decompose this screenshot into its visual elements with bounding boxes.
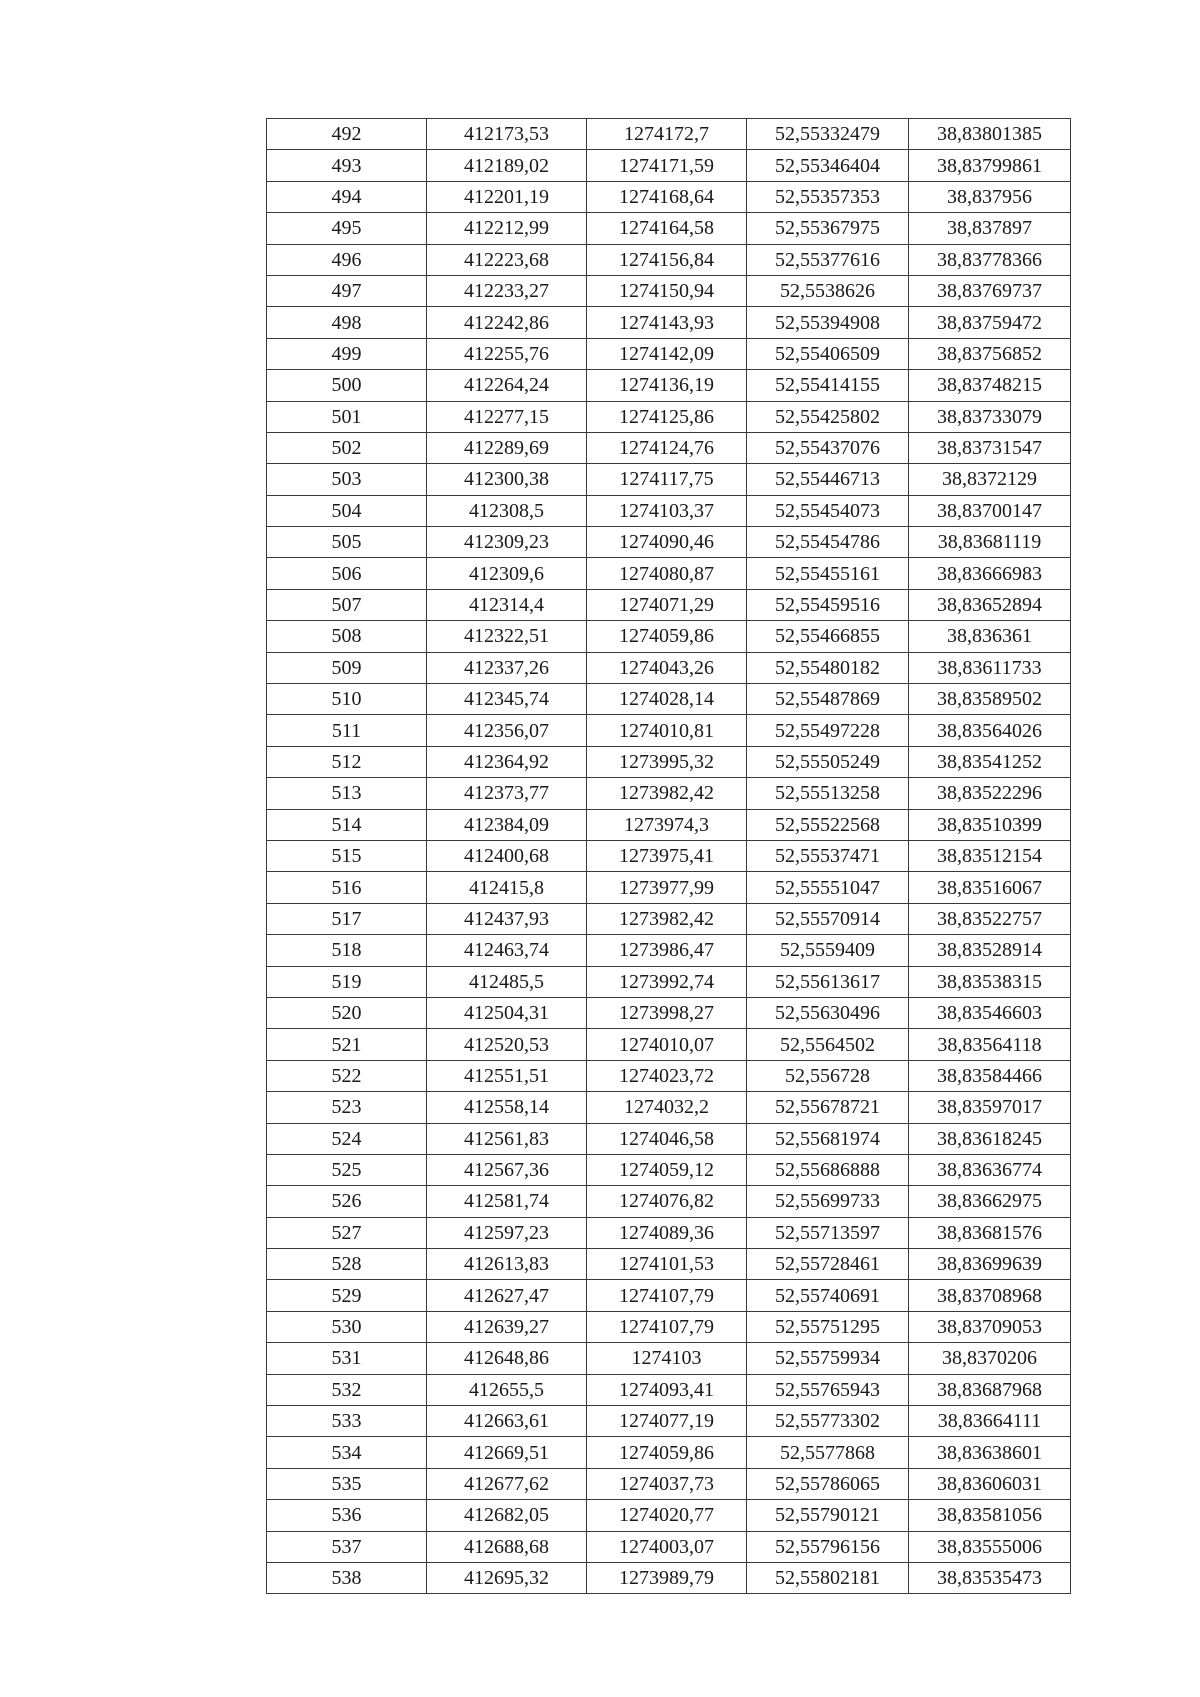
- x-coordinate-cell: 412384,09: [427, 809, 587, 840]
- longitude-cell: 38,83528914: [909, 935, 1071, 966]
- longitude-cell: 38,83778366: [909, 244, 1071, 275]
- y-coordinate-cell: 1274143,93: [587, 307, 747, 338]
- point-number-cell: 508: [267, 621, 427, 652]
- point-number-cell: 497: [267, 275, 427, 306]
- latitude-cell: 52,55480182: [747, 652, 909, 683]
- longitude-cell: 38,836361: [909, 621, 1071, 652]
- x-coordinate-cell: 412356,07: [427, 715, 587, 746]
- longitude-cell: 38,83700147: [909, 495, 1071, 526]
- x-coordinate-cell: 412627,47: [427, 1280, 587, 1311]
- longitude-cell: 38,83652894: [909, 589, 1071, 620]
- point-number-cell: 526: [267, 1186, 427, 1217]
- latitude-cell: 52,55751295: [747, 1311, 909, 1342]
- longitude-cell: 38,83801385: [909, 119, 1071, 150]
- latitude-cell: 52,55357353: [747, 181, 909, 212]
- y-coordinate-cell: 1274125,86: [587, 401, 747, 432]
- point-number-cell: 523: [267, 1092, 427, 1123]
- table-row: [267, 1060, 1071, 1091]
- point-number-cell: 527: [267, 1217, 427, 1248]
- point-number-cell: 514: [267, 809, 427, 840]
- point-number-cell: 520: [267, 997, 427, 1028]
- y-coordinate-cell: 1274171,59: [587, 150, 747, 181]
- x-coordinate-cell: 412463,74: [427, 935, 587, 966]
- latitude-cell: 52,55551047: [747, 872, 909, 903]
- longitude-cell: 38,83581056: [909, 1500, 1071, 1531]
- table-row: [267, 401, 1071, 432]
- table-row: [267, 1562, 1071, 1593]
- table-row: [267, 966, 1071, 997]
- y-coordinate-cell: 1274028,14: [587, 684, 747, 715]
- y-coordinate-cell: 1274032,2: [587, 1092, 747, 1123]
- x-coordinate-cell: 412173,53: [427, 119, 587, 150]
- y-coordinate-cell: 1274037,73: [587, 1468, 747, 1499]
- point-number-cell: 537: [267, 1531, 427, 1562]
- latitude-cell: 52,556728: [747, 1060, 909, 1091]
- point-number-cell: 498: [267, 307, 427, 338]
- longitude-cell: 38,83522296: [909, 778, 1071, 809]
- point-number-cell: 522: [267, 1060, 427, 1091]
- latitude-cell: 52,55414155: [747, 370, 909, 401]
- table-row: [267, 338, 1071, 369]
- table-row: [267, 1154, 1071, 1185]
- y-coordinate-cell: 1273998,27: [587, 997, 747, 1028]
- table-row: [267, 715, 1071, 746]
- table-row: [267, 840, 1071, 871]
- point-number-cell: 531: [267, 1343, 427, 1374]
- latitude-cell: 52,55570914: [747, 903, 909, 934]
- y-coordinate-cell: 1274136,19: [587, 370, 747, 401]
- x-coordinate-cell: 412212,99: [427, 213, 587, 244]
- x-coordinate-cell: 412289,69: [427, 432, 587, 463]
- longitude-cell: 38,83733079: [909, 401, 1071, 432]
- longitude-cell: 38,83564026: [909, 715, 1071, 746]
- y-coordinate-cell: 1274124,76: [587, 432, 747, 463]
- point-number-cell: 509: [267, 652, 427, 683]
- table-row: [267, 1343, 1071, 1374]
- table-row: [267, 652, 1071, 683]
- longitude-cell: 38,83799861: [909, 150, 1071, 181]
- table-row: [267, 997, 1071, 1028]
- y-coordinate-cell: 1274117,75: [587, 464, 747, 495]
- y-coordinate-cell: 1274103,37: [587, 495, 747, 526]
- point-number-cell: 505: [267, 527, 427, 558]
- table-row: [267, 119, 1071, 150]
- latitude-cell: 52,55699733: [747, 1186, 909, 1217]
- table-row: [267, 181, 1071, 212]
- x-coordinate-cell: 412437,93: [427, 903, 587, 934]
- table-row: [267, 213, 1071, 244]
- x-coordinate-cell: 412597,23: [427, 1217, 587, 1248]
- y-coordinate-cell: 1274043,26: [587, 652, 747, 683]
- table-row: [267, 1249, 1071, 1280]
- longitude-cell: 38,83516067: [909, 872, 1071, 903]
- y-coordinate-cell: 1274020,77: [587, 1500, 747, 1531]
- table-row: [267, 1406, 1071, 1437]
- y-coordinate-cell: 1274089,36: [587, 1217, 747, 1248]
- x-coordinate-cell: 412688,68: [427, 1531, 587, 1562]
- y-coordinate-cell: 1274076,82: [587, 1186, 747, 1217]
- longitude-cell: 38,83564118: [909, 1029, 1071, 1060]
- longitude-cell: 38,83756852: [909, 338, 1071, 369]
- x-coordinate-cell: 412485,5: [427, 966, 587, 997]
- point-number-cell: 496: [267, 244, 427, 275]
- longitude-cell: 38,83535473: [909, 1562, 1071, 1593]
- y-coordinate-cell: 1274080,87: [587, 558, 747, 589]
- table-row: [267, 495, 1071, 526]
- table-row: [267, 809, 1071, 840]
- longitude-cell: 38,83681576: [909, 1217, 1071, 1248]
- y-coordinate-cell: 1274172,7: [587, 119, 747, 150]
- y-coordinate-cell: 1274010,07: [587, 1029, 747, 1060]
- x-coordinate-cell: 412322,51: [427, 621, 587, 652]
- x-coordinate-cell: 412314,4: [427, 589, 587, 620]
- y-coordinate-cell: 1274142,09: [587, 338, 747, 369]
- y-coordinate-cell: 1274059,12: [587, 1154, 747, 1185]
- latitude-cell: 52,55455161: [747, 558, 909, 589]
- point-number-cell: 492: [267, 119, 427, 150]
- point-number-cell: 499: [267, 338, 427, 369]
- longitude-cell: 38,83606031: [909, 1468, 1071, 1499]
- longitude-cell: 38,83522757: [909, 903, 1071, 934]
- table-row: [267, 150, 1071, 181]
- latitude-cell: 52,5559409: [747, 935, 909, 966]
- latitude-cell: 52,55332479: [747, 119, 909, 150]
- x-coordinate-cell: 412581,74: [427, 1186, 587, 1217]
- y-coordinate-cell: 1274077,19: [587, 1406, 747, 1437]
- latitude-cell: 52,5538626: [747, 275, 909, 306]
- point-number-cell: 515: [267, 840, 427, 871]
- latitude-cell: 52,55786065: [747, 1468, 909, 1499]
- longitude-cell: 38,83611733: [909, 652, 1071, 683]
- latitude-cell: 52,55513258: [747, 778, 909, 809]
- point-number-cell: 524: [267, 1123, 427, 1154]
- x-coordinate-cell: 412277,15: [427, 401, 587, 432]
- x-coordinate-cell: 412648,86: [427, 1343, 587, 1374]
- point-number-cell: 519: [267, 966, 427, 997]
- table-row: [267, 1311, 1071, 1342]
- y-coordinate-cell: 1274046,58: [587, 1123, 747, 1154]
- x-coordinate-cell: 412613,83: [427, 1249, 587, 1280]
- x-coordinate-cell: 412242,86: [427, 307, 587, 338]
- point-number-cell: 494: [267, 181, 427, 212]
- point-number-cell: 538: [267, 1562, 427, 1593]
- x-coordinate-cell: 412309,6: [427, 558, 587, 589]
- longitude-cell: 38,837956: [909, 181, 1071, 212]
- y-coordinate-cell: 1274071,29: [587, 589, 747, 620]
- table-row: [267, 621, 1071, 652]
- table-row: [267, 432, 1071, 463]
- longitude-cell: 38,83636774: [909, 1154, 1071, 1185]
- point-number-cell: 536: [267, 1500, 427, 1531]
- latitude-cell: 52,55773302: [747, 1406, 909, 1437]
- table-row: [267, 1217, 1071, 1248]
- x-coordinate-cell: 412669,51: [427, 1437, 587, 1468]
- longitude-cell: 38,83638601: [909, 1437, 1071, 1468]
- latitude-cell: 52,55454073: [747, 495, 909, 526]
- x-coordinate-cell: 412400,68: [427, 840, 587, 871]
- table-row: [267, 275, 1071, 306]
- x-coordinate-cell: 412373,77: [427, 778, 587, 809]
- longitude-cell: 38,8370206: [909, 1343, 1071, 1374]
- latitude-cell: 52,55613617: [747, 966, 909, 997]
- y-coordinate-cell: 1273977,99: [587, 872, 747, 903]
- y-coordinate-cell: 1274107,79: [587, 1311, 747, 1342]
- latitude-cell: 52,55394908: [747, 307, 909, 338]
- x-coordinate-cell: 412567,36: [427, 1154, 587, 1185]
- y-coordinate-cell: 1273982,42: [587, 778, 747, 809]
- table-row: [267, 589, 1071, 620]
- longitude-cell: 38,83769737: [909, 275, 1071, 306]
- coordinates-table-body: [267, 119, 1071, 1594]
- y-coordinate-cell: 1273992,74: [587, 966, 747, 997]
- table-row: [267, 370, 1071, 401]
- longitude-cell: 38,83512154: [909, 840, 1071, 871]
- x-coordinate-cell: 412223,68: [427, 244, 587, 275]
- x-coordinate-cell: 412561,83: [427, 1123, 587, 1154]
- x-coordinate-cell: 412415,8: [427, 872, 587, 903]
- x-coordinate-cell: 412682,05: [427, 1500, 587, 1531]
- longitude-cell: 38,83584466: [909, 1060, 1071, 1091]
- x-coordinate-cell: 412551,51: [427, 1060, 587, 1091]
- x-coordinate-cell: 412558,14: [427, 1092, 587, 1123]
- table-row: [267, 1186, 1071, 1217]
- longitude-cell: 38,83708968: [909, 1280, 1071, 1311]
- latitude-cell: 52,5564502: [747, 1029, 909, 1060]
- x-coordinate-cell: 412520,53: [427, 1029, 587, 1060]
- x-coordinate-cell: 412655,5: [427, 1374, 587, 1405]
- point-number-cell: 525: [267, 1154, 427, 1185]
- point-number-cell: 502: [267, 432, 427, 463]
- latitude-cell: 52,55437076: [747, 432, 909, 463]
- latitude-cell: 52,55630496: [747, 997, 909, 1028]
- longitude-cell: 38,83748215: [909, 370, 1071, 401]
- x-coordinate-cell: 412695,32: [427, 1562, 587, 1593]
- table-row: [267, 778, 1071, 809]
- y-coordinate-cell: 1274101,53: [587, 1249, 747, 1280]
- latitude-cell: 52,55377616: [747, 244, 909, 275]
- point-number-cell: 506: [267, 558, 427, 589]
- latitude-cell: 52,55522568: [747, 809, 909, 840]
- x-coordinate-cell: 412233,27: [427, 275, 587, 306]
- coordinates-table: [266, 118, 1071, 1594]
- longitude-cell: 38,83759472: [909, 307, 1071, 338]
- table-row: [267, 307, 1071, 338]
- table-row: [267, 464, 1071, 495]
- table-row: [267, 1123, 1071, 1154]
- longitude-cell: 38,83709053: [909, 1311, 1071, 1342]
- longitude-cell: 38,83666983: [909, 558, 1071, 589]
- latitude-cell: 52,55537471: [747, 840, 909, 871]
- point-number-cell: 528: [267, 1249, 427, 1280]
- x-coordinate-cell: 412345,74: [427, 684, 587, 715]
- x-coordinate-cell: 412201,19: [427, 181, 587, 212]
- y-coordinate-cell: 1274093,41: [587, 1374, 747, 1405]
- latitude-cell: 52,55678721: [747, 1092, 909, 1123]
- x-coordinate-cell: 412337,26: [427, 652, 587, 683]
- point-number-cell: 507: [267, 589, 427, 620]
- longitude-cell: 38,837897: [909, 213, 1071, 244]
- latitude-cell: 52,55686888: [747, 1154, 909, 1185]
- latitude-cell: 52,55790121: [747, 1500, 909, 1531]
- longitude-cell: 38,83597017: [909, 1092, 1071, 1123]
- latitude-cell: 52,55497228: [747, 715, 909, 746]
- point-number-cell: 510: [267, 684, 427, 715]
- point-number-cell: 513: [267, 778, 427, 809]
- longitude-cell: 38,83555006: [909, 1531, 1071, 1562]
- table-row: [267, 1468, 1071, 1499]
- y-coordinate-cell: 1274168,64: [587, 181, 747, 212]
- point-number-cell: 518: [267, 935, 427, 966]
- longitude-cell: 38,83699639: [909, 1249, 1071, 1280]
- latitude-cell: 52,55728461: [747, 1249, 909, 1280]
- latitude-cell: 52,55367975: [747, 213, 909, 244]
- y-coordinate-cell: 1274156,84: [587, 244, 747, 275]
- table-row: [267, 1092, 1071, 1123]
- table-row: [267, 527, 1071, 558]
- table-row: [267, 244, 1071, 275]
- latitude-cell: 52,55454786: [747, 527, 909, 558]
- y-coordinate-cell: 1273989,79: [587, 1562, 747, 1593]
- table-row: [267, 872, 1071, 903]
- table-row: [267, 1531, 1071, 1562]
- longitude-cell: 38,8372129: [909, 464, 1071, 495]
- y-coordinate-cell: 1273975,41: [587, 840, 747, 871]
- latitude-cell: 52,55487869: [747, 684, 909, 715]
- latitude-cell: 52,55466855: [747, 621, 909, 652]
- longitude-cell: 38,83546603: [909, 997, 1071, 1028]
- latitude-cell: 52,5577868: [747, 1437, 909, 1468]
- table-row: [267, 746, 1071, 777]
- table-row: [267, 903, 1071, 934]
- longitude-cell: 38,83687968: [909, 1374, 1071, 1405]
- y-coordinate-cell: 1274150,94: [587, 275, 747, 306]
- point-number-cell: 517: [267, 903, 427, 934]
- x-coordinate-cell: 412264,24: [427, 370, 587, 401]
- point-number-cell: 521: [267, 1029, 427, 1060]
- latitude-cell: 52,55505249: [747, 746, 909, 777]
- point-number-cell: 503: [267, 464, 427, 495]
- y-coordinate-cell: 1274003,07: [587, 1531, 747, 1562]
- point-number-cell: 529: [267, 1280, 427, 1311]
- table-row: [267, 1437, 1071, 1468]
- longitude-cell: 38,83541252: [909, 746, 1071, 777]
- point-number-cell: 501: [267, 401, 427, 432]
- longitude-cell: 38,83618245: [909, 1123, 1071, 1154]
- x-coordinate-cell: 412189,02: [427, 150, 587, 181]
- table-row: [267, 684, 1071, 715]
- longitude-cell: 38,83538315: [909, 966, 1071, 997]
- y-coordinate-cell: 1274107,79: [587, 1280, 747, 1311]
- latitude-cell: 52,55759934: [747, 1343, 909, 1374]
- x-coordinate-cell: 412677,62: [427, 1468, 587, 1499]
- latitude-cell: 52,55425802: [747, 401, 909, 432]
- latitude-cell: 52,55459516: [747, 589, 909, 620]
- x-coordinate-cell: 412255,76: [427, 338, 587, 369]
- latitude-cell: 52,55740691: [747, 1280, 909, 1311]
- x-coordinate-cell: 412300,38: [427, 464, 587, 495]
- latitude-cell: 52,55346404: [747, 150, 909, 181]
- table-row: [267, 558, 1071, 589]
- latitude-cell: 52,55406509: [747, 338, 909, 369]
- point-number-cell: 500: [267, 370, 427, 401]
- longitude-cell: 38,83662975: [909, 1186, 1071, 1217]
- table-row: [267, 1500, 1071, 1531]
- point-number-cell: 516: [267, 872, 427, 903]
- y-coordinate-cell: 1273995,32: [587, 746, 747, 777]
- latitude-cell: 52,55446713: [747, 464, 909, 495]
- latitude-cell: 52,55802181: [747, 1562, 909, 1593]
- point-number-cell: 530: [267, 1311, 427, 1342]
- y-coordinate-cell: 1274059,86: [587, 621, 747, 652]
- point-number-cell: 512: [267, 746, 427, 777]
- point-number-cell: 532: [267, 1374, 427, 1405]
- longitude-cell: 38,83589502: [909, 684, 1071, 715]
- point-number-cell: 535: [267, 1468, 427, 1499]
- x-coordinate-cell: 412309,23: [427, 527, 587, 558]
- x-coordinate-cell: 412663,61: [427, 1406, 587, 1437]
- latitude-cell: 52,55796156: [747, 1531, 909, 1562]
- x-coordinate-cell: 412364,92: [427, 746, 587, 777]
- table-row: [267, 1280, 1071, 1311]
- table-row: [267, 935, 1071, 966]
- x-coordinate-cell: 412639,27: [427, 1311, 587, 1342]
- y-coordinate-cell: 1274023,72: [587, 1060, 747, 1091]
- y-coordinate-cell: 1274090,46: [587, 527, 747, 558]
- point-number-cell: 534: [267, 1437, 427, 1468]
- point-number-cell: 504: [267, 495, 427, 526]
- longitude-cell: 38,83510399: [909, 809, 1071, 840]
- y-coordinate-cell: 1274010,81: [587, 715, 747, 746]
- x-coordinate-cell: 412504,31: [427, 997, 587, 1028]
- point-number-cell: 495: [267, 213, 427, 244]
- y-coordinate-cell: 1274059,86: [587, 1437, 747, 1468]
- y-coordinate-cell: 1273974,3: [587, 809, 747, 840]
- longitude-cell: 38,83731547: [909, 432, 1071, 463]
- x-coordinate-cell: 412308,5: [427, 495, 587, 526]
- latitude-cell: 52,55713597: [747, 1217, 909, 1248]
- y-coordinate-cell: 1274164,58: [587, 213, 747, 244]
- table-row: [267, 1374, 1071, 1405]
- point-number-cell: 493: [267, 150, 427, 181]
- latitude-cell: 52,55765943: [747, 1374, 909, 1405]
- longitude-cell: 38,83681119: [909, 527, 1071, 558]
- point-number-cell: 511: [267, 715, 427, 746]
- y-coordinate-cell: 1273982,42: [587, 903, 747, 934]
- y-coordinate-cell: 1274103: [587, 1343, 747, 1374]
- longitude-cell: 38,83664111: [909, 1406, 1071, 1437]
- table-row: [267, 1029, 1071, 1060]
- y-coordinate-cell: 1273986,47: [587, 935, 747, 966]
- point-number-cell: 533: [267, 1406, 427, 1437]
- latitude-cell: 52,55681974: [747, 1123, 909, 1154]
